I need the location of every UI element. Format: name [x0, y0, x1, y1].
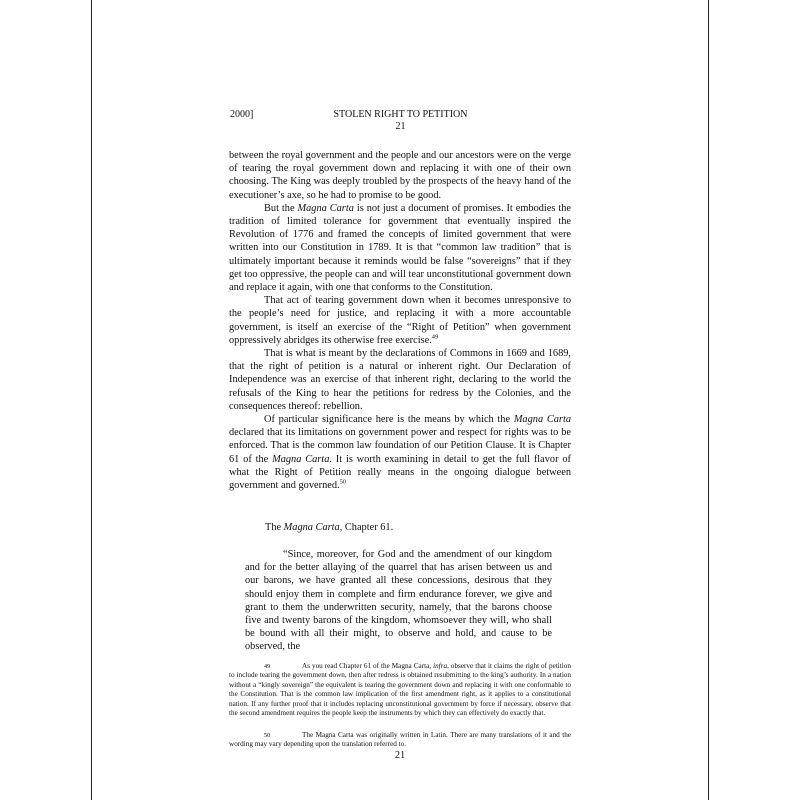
paragraph-1: between the royal government and the people and our ancestors were on the verge of tearing the royal government down and replacing it with one of their own choosing. The King was deeply troubled by the prospects of the heavy hand of the executioner’s axe, so he had to promise to be good. [229, 150, 571, 201]
footnote-49: 49 As you read Chapter 61 of the Magna Carta, infra, observe that it claims the right of petition to include tearing the government down, then after redress is obtained resubmitting to the king’s authority. In a nation without a “kingly sovereign” the equivalent is tearing the government down and replacing it with one conformable to the Constitution. That is the common law implication of the first amendment right, as it applies to a constitutional nation. If any further proof that it includes replacing unconstitutional government by force if necessary, observe that the second amendment requires the people keep the instruments by which they can effectively do exactly that. [229, 662, 571, 718]
footnote-ref-50[interactable]: 50 [339, 478, 347, 486]
footnote-50: 50 The Magna Carta was originally written in Latin. There are many translations of it and the wording may vary depending upon the translation referred to. [229, 731, 571, 749]
paragraph-5: Of particular significance here is the means by which the Magna Carta declared that its limitations on government power and respect for rights was to be enforced. That is the common law foundation of our Petition Clause. It is Chapter 61 of the Magna Carta. It is worth examining in detail to get the full flavor of what the Right of Petition really means in the ongoing dialogue between government and governed.$^{50}$ [229, 414, 571, 492]
body-text [229, 149, 571, 492]
paragraph-3: That act of tearing government down when it becomes unresponsive to the people’s need for justice, and replacing it with a more accountable government, is itself an exercise of the “Right of Petition” when government oppressively abridges its otherwise free exercise.$^{49}$ [229, 295, 571, 346]
header-title: STOLEN RIGHT TO PETITION [333, 109, 468, 120]
footer-page-number: 21 [394, 750, 406, 761]
footnote-number: 49 [264, 663, 271, 670]
header-page-number: 21 [395, 121, 406, 132]
paragraph-2: But the Magna Carta is not just a document of promises. It embodies the tradition of limited tolerance for government that eventually inspired the Revolution of 1776 and framed the concepts of limited government that were written into our Constitution in 1789. It is that “common law tradition” that is ultimately important because it reminds would be false “sovereigns” that if they get too oppressive, the people can and will tear unconstitutional government down and replace it again, with one that conforms to the Constitution. [229, 202, 571, 294]
footnote-number: 50 [264, 732, 271, 739]
footnote-ref-49[interactable]: 49 [431, 333, 439, 341]
header-volume: 2000] [230, 109, 254, 120]
paragraph-4: That is what is meant by the declarations of Commons in 1669 and 1689, that the right of petition is a natural or inherent right. Our Declaration of Independence was an exercise of that inherent right, declaring to the world the refusals of the King to hear the petitions for redress by the Colonies, and the consequences thereof: rebellion. [229, 348, 571, 412]
block-quote [245, 548, 552, 654]
quote-text: “Since, moreover, for God and the amendment of our kingdom and for the better allaying of the quarrel that has arisen between us and our barons, we have granted all these concessions, desirous that they should enjoy them in complete and firm endurance forever, we give and grant to them the underwritten security, namely, that the barons choose five and twenty barons of the kingdom, whomsoever they will, who shall be bound with all their might, to observe and hold, and cause to be observed, the [245, 549, 552, 653]
section-heading: The Magna Carta, Chapter 61. [265, 522, 394, 533]
